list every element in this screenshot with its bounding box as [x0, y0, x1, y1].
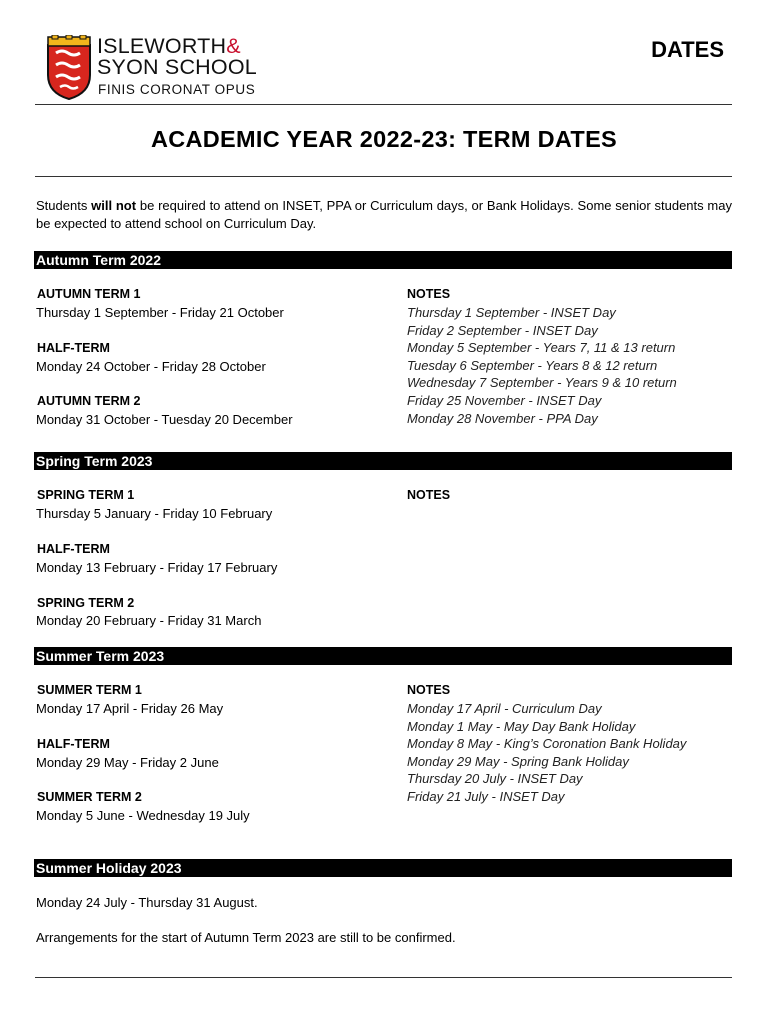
summer-half-dates: Monday 29 May - Friday 2 June	[36, 755, 219, 770]
intro-text-start: Students	[36, 198, 92, 213]
autumn-notes-list	[407, 304, 677, 427]
school-name	[97, 36, 257, 78]
summer-notes-list	[407, 700, 686, 806]
autumn-half-label: HALF-TERM	[37, 341, 110, 355]
spring-notes-label: NOTES	[407, 488, 451, 502]
list-item: Thursday 1 September - INSET Day	[407, 305, 616, 320]
list-item: Monday 5 September - Years 7, 11 & 13 return	[407, 340, 676, 356]
school-name-line2: SYON SCHOOL	[97, 55, 257, 79]
header-label: DATES	[651, 37, 724, 62]
list-item: Monday 28 November - PPA Day	[407, 410, 598, 426]
spring-term2-dates: Monday 20 February - Friday 31 March	[36, 613, 262, 628]
autumn-term2-label: AUTUMN TERM 2	[37, 394, 141, 408]
header-divider	[35, 104, 732, 105]
section-heading-spring: Spring Term 2023	[34, 452, 732, 470]
autumn-notes-label: NOTES	[407, 287, 451, 301]
list-item: Monday 17 April - Curriculum Day	[407, 701, 602, 716]
list-item: Monday 1 May - May Day Bank Holiday	[407, 718, 636, 734]
spring-term1-label: SPRING TERM 1	[37, 488, 135, 502]
summer-term2-label: SUMMER TERM 2	[37, 790, 142, 804]
school-name-amp: &	[226, 34, 241, 58]
autumn-term1-dates: Thursday 1 September - Friday 21 October	[36, 305, 284, 320]
summer-term1-dates: Monday 17 April - Friday 26 May	[36, 701, 224, 716]
autumn-term1-label: AUTUMN TERM 1	[37, 287, 141, 301]
autumn-half-dates: Monday 24 October - Friday 28 October	[36, 359, 266, 374]
school-motto: FINIS CORONAT OPUS	[98, 82, 256, 97]
list-item: Wednesday 7 September - Years 9 & 10 return	[407, 375, 677, 391]
intro-text-end: be required to attend on INSET, PPA or Curriculum days, or Bank Holidays. Some senior students may be expected to attend school on Curriculum Day.	[36, 198, 732, 231]
spring-half-label: HALF-TERM	[37, 542, 110, 556]
list-item: Monday 29 May - Spring Bank Holiday	[407, 753, 629, 769]
list-item: Friday 21 July - INSET Day	[407, 788, 565, 804]
list-item: Tuesday 6 September - Years 8 & 12 return	[407, 357, 658, 373]
summer-half-label: HALF-TERM	[37, 737, 110, 751]
summer-term1-label: SUMMER TERM 1	[37, 683, 142, 697]
list-item: Monday 8 May - King’s Coronation Bank Holiday	[407, 736, 687, 752]
autumn-term2-dates: Monday 31 October - Tuesday 20 December	[36, 412, 293, 427]
intro-text-emphasis: will not	[91, 198, 137, 213]
spring-half-dates: Monday 13 February - Friday 17 February	[36, 560, 278, 575]
school-name-line1: ISLEWORTH	[97, 34, 227, 58]
section-heading-autumn: Autumn Term 2022	[34, 251, 732, 269]
footer-divider	[35, 977, 732, 978]
holiday-dates: Monday 24 July - Thursday 31 August.	[36, 895, 258, 910]
title-divider	[35, 176, 732, 177]
page-title: ACADEMIC YEAR 2022-23: TERM DATES	[150, 126, 618, 152]
holiday-note: Arrangements for the start of Autumn Term 2023 are still to be confirmed.	[36, 930, 456, 945]
summer-term2-dates: Monday 5 June - Wednesday 19 July	[36, 808, 250, 823]
intro-paragraph	[36, 197, 732, 233]
school-crest-logo	[46, 35, 92, 101]
spring-term1-dates: Thursday 5 January - Friday 10 February	[36, 506, 273, 521]
list-item: Thursday 20 July - INSET Day	[407, 771, 583, 787]
summer-notes-label: NOTES	[407, 683, 451, 697]
section-heading-summer: Summer Term 2023	[34, 647, 732, 665]
list-item: Friday 2 September - INSET Day	[407, 322, 598, 338]
spring-term2-label: SPRING TERM 2	[37, 596, 135, 610]
list-item: Friday 25 November - INSET Day	[407, 392, 602, 408]
section-heading-holiday: Summer Holiday 2023	[34, 859, 732, 877]
